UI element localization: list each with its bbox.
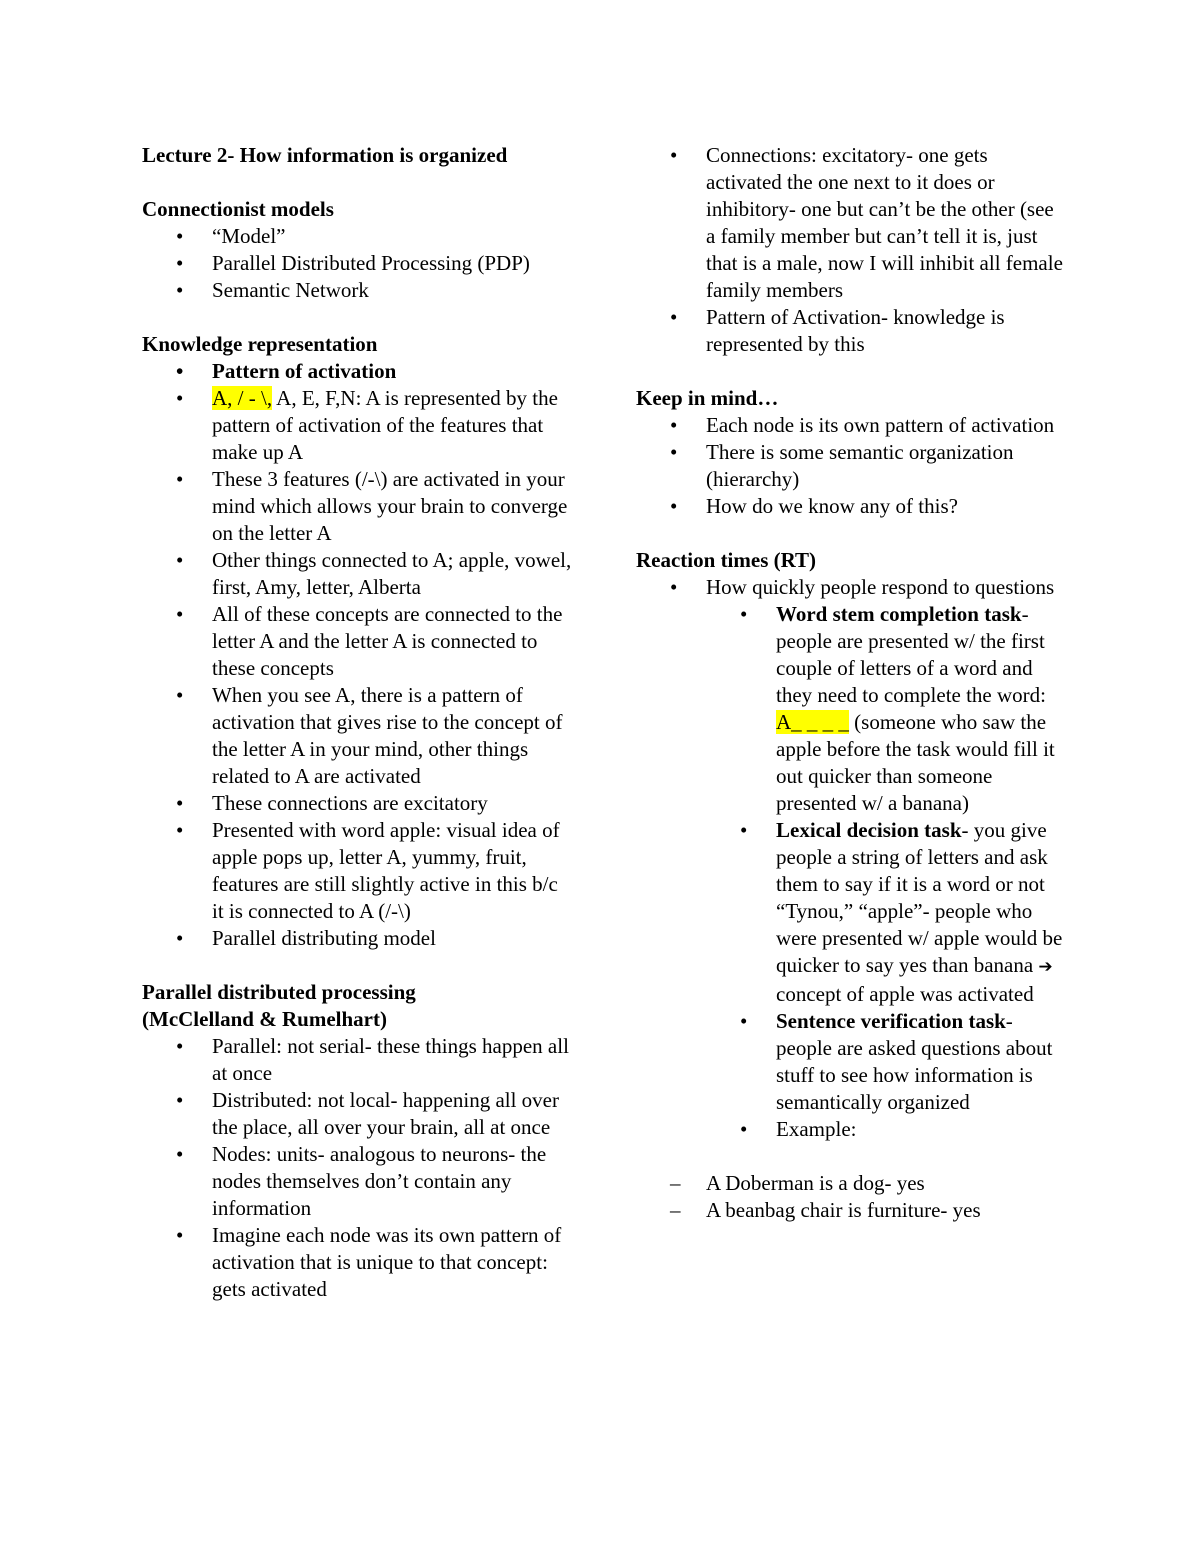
- term: Word stem completion task: [776, 602, 1022, 626]
- list-item: • Pattern of Activation- knowledge is represented by this: [636, 304, 1066, 358]
- list-item: • Each node is its own pattern of activation: [636, 412, 1066, 439]
- list-item: • Pattern of activation: [142, 358, 572, 385]
- list-item-text: concept of apple was activated: [776, 982, 1034, 1006]
- list-item: • Other things connected to A; apple, vowel, first, Amy, letter, Alberta: [142, 547, 572, 601]
- list-item-text: - you give people a string of letters and ask them to say if it is a word or not “Tynou,” “apple”- people who were presented w/ apple would be quicker to say yes than banana: [776, 818, 1063, 977]
- pdp-subheading: (McClelland & Rumelhart): [142, 1007, 387, 1031]
- list-item-text: (someone who saw the apple before the task would fill it out quicker than someone presented w/ a banana): [776, 710, 1055, 815]
- list-item-text: - people are asked questions about stuff to see how information is semantically organized: [776, 1009, 1053, 1114]
- list-item: • “Model”: [142, 223, 572, 250]
- example-list: [636, 1170, 1066, 1224]
- term: Sentence verification task: [776, 1009, 1006, 1033]
- list-item: • All of these concepts are connected to the letter A and the letter A is connected to these concepts: [142, 601, 572, 682]
- reaction-times-heading: Reaction times (RT): [636, 548, 817, 572]
- list-item: • Example:: [636, 1116, 1066, 1143]
- term: Lexical decision task: [776, 818, 962, 842]
- left-column: [142, 142, 572, 1303]
- list-item-text: A, E, F,N: A is represented by the pattern of activation of the features that make up A: [212, 386, 558, 464]
- list-item: • How do we know any of this?: [636, 493, 1066, 520]
- reaction-times-list: [636, 574, 1066, 601]
- pdp-heading: Parallel distributed processing: [142, 980, 416, 1004]
- list-item: – A Doberman is a dog- yes: [636, 1170, 1066, 1197]
- list-item: – A beanbag chair is furniture- yes: [636, 1197, 1066, 1224]
- list-item: • Connections: excitatory- one gets activated the one next to it does or inhibitory- one but can’t be the other (see a family member but can’t tell it is, just that is a male, now I will inhibit all female family members: [636, 142, 1066, 304]
- list-item: • Presented with word apple: visual idea of apple pops up, letter A, yummy, fruit, features are still slightly active in this b/c it is connected to A (/-\): [142, 817, 572, 925]
- pdp-list: [142, 1033, 572, 1303]
- list-item-lexical: [636, 817, 1066, 1008]
- connectionist-heading: Connectionist models: [142, 197, 334, 221]
- lecture-title: Lecture 2- How information is organized: [142, 143, 508, 167]
- highlight: A_ _ _ _: [776, 710, 849, 734]
- connectionist-list: [142, 223, 572, 304]
- list-item: • Distributed: not local- happening all over the place, all over your brain, all at once: [142, 1087, 572, 1141]
- list-item: • Parallel Distributed Processing (PDP): [142, 250, 572, 277]
- tasks-list: [636, 601, 1066, 1143]
- knowledge-list: [142, 358, 572, 952]
- list-item: • These connections are excitatory: [142, 790, 572, 817]
- list-item: • When you see A, there is a pattern of activation that gives rise to the concept of the letter A in your mind, other things related to A are activated: [142, 682, 572, 790]
- keep-in-mind-heading: Keep in mind…: [636, 386, 779, 410]
- highlight: A, / - \,: [212, 386, 273, 410]
- list-item-word-stem: [636, 601, 1066, 817]
- list-item: [142, 385, 572, 466]
- list-item-text: - people are presented w/ the first couple of letters of a word and they need to complete the word:: [776, 602, 1046, 707]
- list-item: • There is some semantic organization (hierarchy): [636, 439, 1066, 493]
- list-item: • Nodes: units- analogous to neurons- the nodes themselves don’t contain any information: [142, 1141, 572, 1222]
- list-item: • These 3 features (/-\) are activated in your mind which allows your brain to converge on the letter A: [142, 466, 572, 547]
- list-item: • Parallel: not serial- these things happen all at once: [142, 1033, 572, 1087]
- knowledge-heading: Knowledge representation: [142, 332, 378, 356]
- connections-list: [636, 142, 1066, 358]
- right-column: [636, 142, 1066, 1224]
- list-item: • Semantic Network: [142, 277, 572, 304]
- list-item: • How quickly people respond to questions: [636, 574, 1066, 601]
- list-item: • Parallel distributing model: [142, 925, 572, 952]
- list-item: • Imagine each node was its own pattern of activation that is unique to that concept: gets activated: [142, 1222, 572, 1303]
- list-item-sentence: [636, 1008, 1066, 1116]
- keep-in-mind-list: [636, 412, 1066, 520]
- arrow-right-icon: ➔: [1038, 957, 1053, 977]
